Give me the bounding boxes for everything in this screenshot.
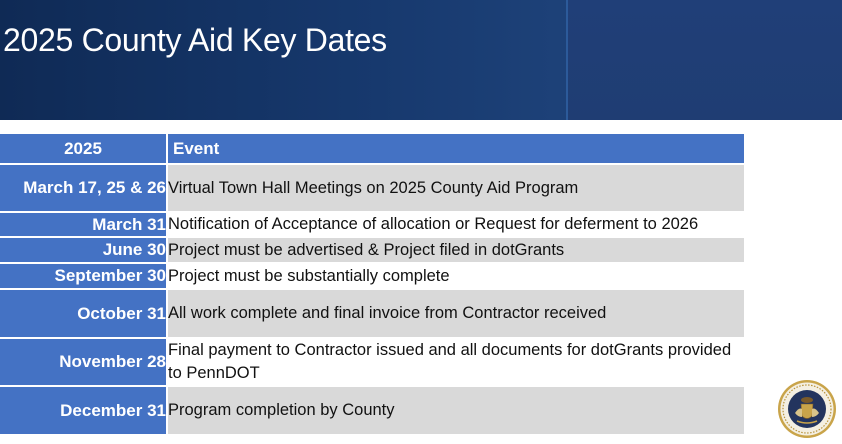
row-event: All work complete and final invoice from Contractor received <box>167 289 744 338</box>
row-date: March 17, 25 & 26 <box>0 164 167 212</box>
row-date: November 28 <box>0 338 167 386</box>
banner-accent-panel <box>566 0 842 120</box>
table-row <box>0 289 744 338</box>
row-event: Final payment to Contractor issued and all documents for dotGrants provided to PennDOT <box>167 338 744 386</box>
table-header-row <box>0 134 744 164</box>
table-row <box>0 237 744 263</box>
row-date: June 30 <box>0 237 167 263</box>
row-event: Project must be advertised & Project filed in dotGrants <box>167 237 744 263</box>
header-event: Event <box>167 134 744 164</box>
row-date: September 30 <box>0 263 167 289</box>
table-row <box>0 386 744 434</box>
state-seal-icon <box>777 379 837 439</box>
row-event: Program completion by County <box>167 386 744 434</box>
row-date: October 31 <box>0 289 167 338</box>
row-event: Notification of Acceptance of allocation or Request for deferment to 2026 <box>167 212 744 237</box>
row-event: Virtual Town Hall Meetings on 2025 County Aid Program <box>167 164 744 212</box>
page-title: 2025 County Aid Key Dates <box>3 22 387 58</box>
key-dates-table <box>0 134 744 434</box>
title-banner <box>0 0 842 120</box>
row-date: December 31 <box>0 386 167 434</box>
table-row <box>0 338 744 386</box>
row-date: March 31 <box>0 212 167 237</box>
table-row <box>0 164 744 212</box>
table-row <box>0 263 744 289</box>
header-date: 2025 <box>0 134 167 164</box>
table-row <box>0 212 744 237</box>
row-event: Project must be substantially complete <box>167 263 744 289</box>
